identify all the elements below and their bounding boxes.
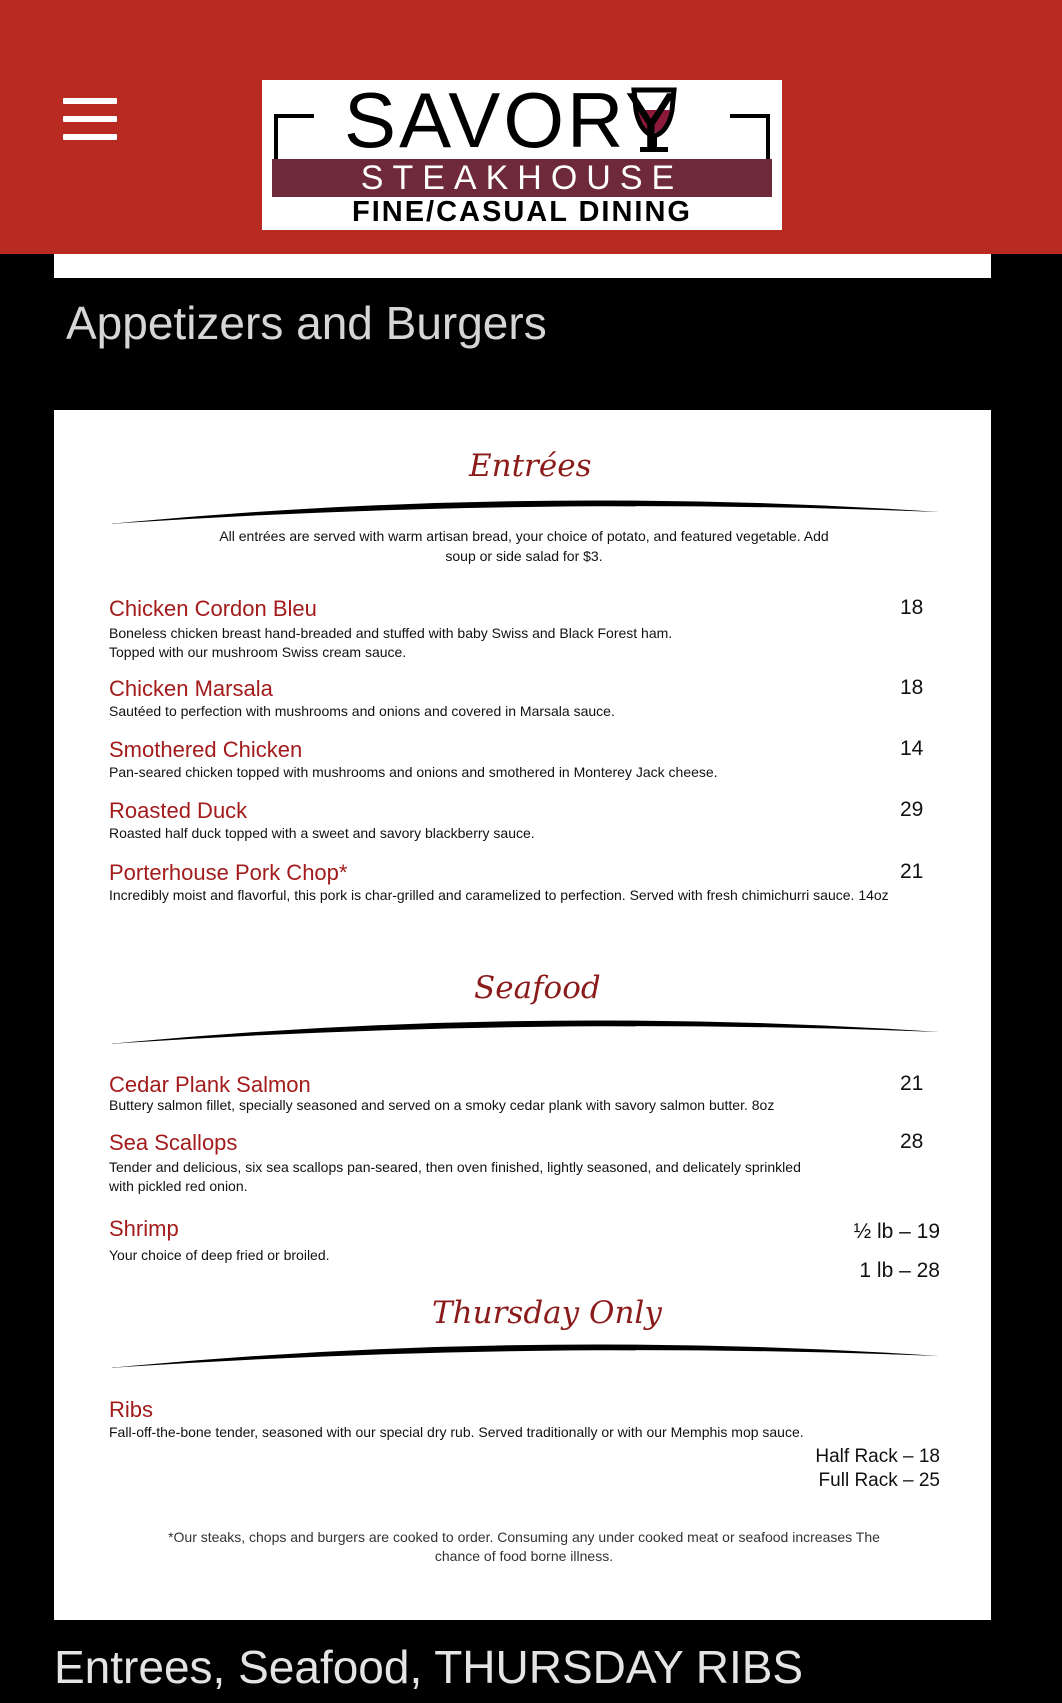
previous-menu-image-edge[interactable]	[54, 254, 991, 278]
app-header	[0, 0, 1062, 254]
menu-item-price: Full Rack – 25	[818, 1470, 940, 1491]
menu-item-price: 1 lb – 28	[859, 1259, 940, 1282]
menu-item-name: Chicken Cordon Bleu	[109, 596, 317, 621]
section-title-thursday: Thursday Only	[432, 1295, 662, 1331]
menu-item-name: Smothered Chicken	[109, 737, 303, 762]
menu-item-price: 18	[900, 676, 924, 699]
menu-item-description: Your choice of deep fried or broiled.	[109, 1247, 330, 1263]
menu-item-name: Chicken Marsala	[109, 676, 273, 701]
entrees-intro: All entrées are served with warm artisan bread, your choice of potato, and featured vegetable. Add soup or side salad for $3.	[219, 528, 829, 564]
hamburger-menu-icon[interactable]	[63, 98, 117, 140]
gallery-caption-appetizers: Appetizers and Burgers	[66, 297, 547, 349]
menu-item-price: 21	[900, 860, 924, 883]
gallery-caption-entrees: Entrees, Seafood, THURSDAY RIBS	[54, 1641, 804, 1693]
section-divider	[109, 1338, 939, 1374]
menu-item-price: 21	[900, 1072, 924, 1095]
menu-item-description: Tender and delicious, six sea scallops pan-seared, then oven finished, lightly seasoned, and delicately sprinkled with pickled red onion.	[109, 1159, 801, 1194]
menu-item-description: Fall-off-the-bone tender, seasoned with our special dry rub. Served traditionally or with our Memphis mop sauce.	[109, 1424, 804, 1440]
menu-footnote: *Our steaks, chops and burgers are cooked to order. Consuming any under cooked meat or seafood increases The chance of food borne illness.	[168, 1529, 880, 1564]
menu-item-name: Ribs	[109, 1397, 154, 1422]
menu-item-name: Sea Scallops	[109, 1130, 238, 1155]
menu-item-name: Roasted Duck	[109, 798, 248, 823]
menu-item-description: Boneless chicken breast hand-breaded and stuffed with baby Swiss and Black Forest ham. Topped with our mushroom Swiss cream sauce.	[109, 625, 673, 660]
logo-tagline: FINE/CASUAL DINING	[352, 196, 692, 228]
menu-item-description: Roasted half duck topped with a sweet and savory blackberry sauce.	[109, 825, 535, 841]
logo-brand: SAVORY	[344, 76, 680, 164]
menu-item-name: Shrimp	[109, 1216, 179, 1241]
section-divider	[109, 1014, 939, 1050]
logo-subtitle: STEAKHOUSE	[360, 159, 684, 197]
restaurant-logo[interactable]	[262, 76, 782, 230]
menu-item-price: 28	[900, 1130, 924, 1153]
menu-item-description: Sautéed to perfection with mushrooms and onions and covered in Marsala sauce.	[109, 703, 615, 719]
menu-item-price: 18	[900, 596, 924, 619]
menu-item-name: Porterhouse Pork Chop*	[109, 860, 348, 885]
menu-item-description: Pan-seared chicken topped with mushrooms and onions and smothered in Monterey Jack cheese.	[109, 764, 718, 780]
section-divider	[109, 494, 939, 530]
menu-image-entrees[interactable]	[54, 410, 991, 1620]
menu-item-description: Incredibly moist and flavorful, this pork is char-grilled and caramelized to perfection. Served with fresh chimichurri sauce. 14oz	[109, 887, 889, 903]
section-title-entrees: Entrées	[469, 448, 592, 484]
menu-item-description: Buttery salmon fillet, specially seasoned and served on a smoky cedar plank with savory salmon butter. 8oz	[109, 1097, 775, 1113]
menu-item-name: Cedar Plank Salmon	[109, 1072, 311, 1097]
section-title-seafood: Seafood	[474, 970, 601, 1006]
menu-item-price: ½ lb – 19	[853, 1220, 940, 1243]
menu-item-price: 29	[900, 798, 924, 821]
menu-item-price: Half Rack – 18	[815, 1446, 940, 1467]
menu-item-price: 14	[900, 737, 924, 760]
